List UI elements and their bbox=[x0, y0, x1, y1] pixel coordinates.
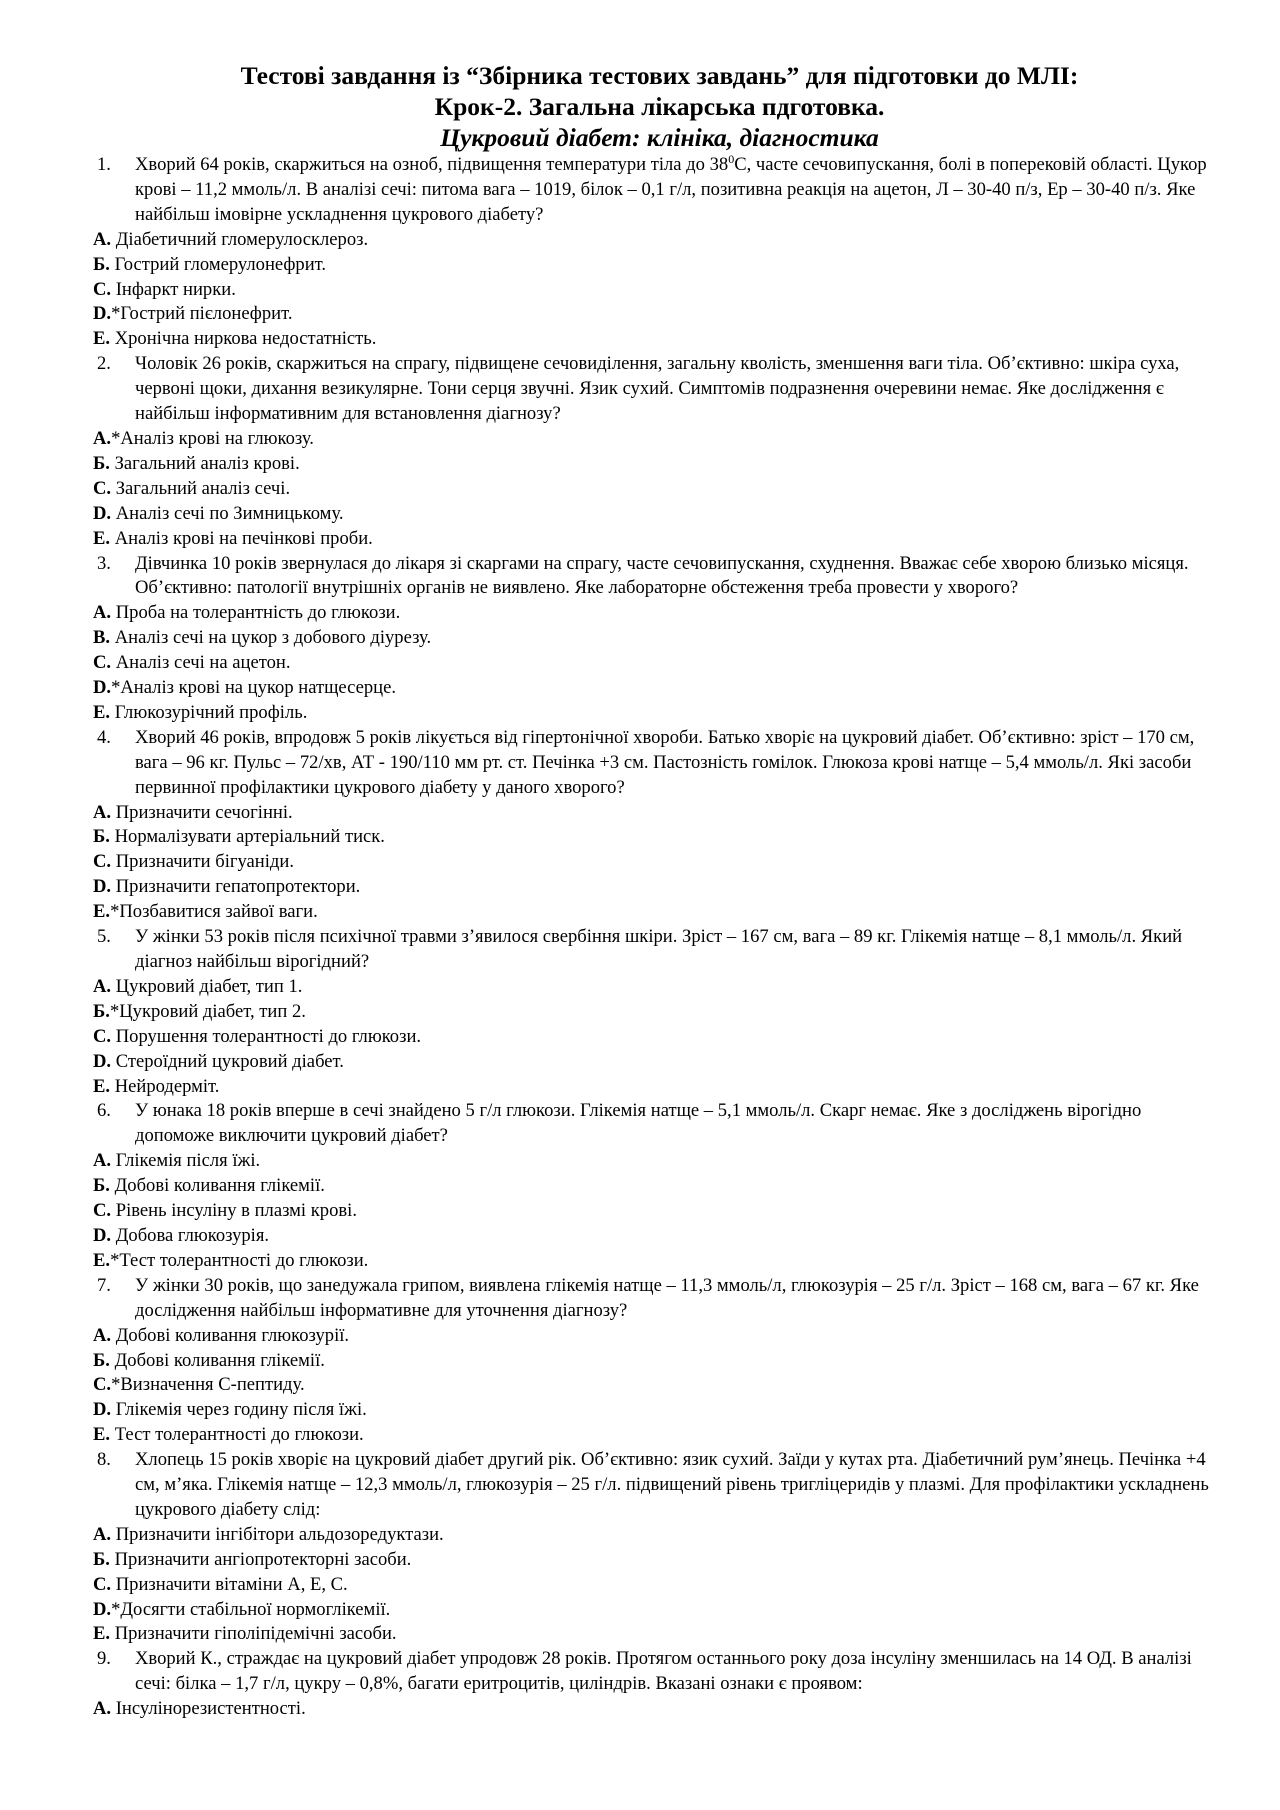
option-letter: Е. bbox=[93, 1623, 111, 1645]
option-text: Інсулінорезистентності. bbox=[111, 1698, 306, 1720]
answer-option bbox=[93, 1149, 1220, 1174]
question-stem bbox=[93, 352, 1220, 427]
answer-option bbox=[93, 1548, 1220, 1573]
option-letter: D. bbox=[93, 1598, 112, 1620]
subtitle: Цукровий діабет: клініка, діагностика bbox=[440, 123, 879, 152]
answer-option bbox=[93, 676, 1220, 701]
option-letter: С. bbox=[93, 477, 112, 499]
question-text: Дівчинка 10 років звернулася до лікаря зі скаргами на спрагу, часте сечовипускання, схуднення. Вважає себе хворою близько місяця. Об’єктивно: патології внутрішніх органів не виявлено. Яке лабораторне обстеження треба провести у хворого? bbox=[135, 552, 1189, 599]
option-text: *Тест толерантності до глюкози. bbox=[110, 1249, 369, 1271]
option-text: Загальний аналіз сечі. bbox=[111, 477, 291, 499]
option-text: Нейродерміт. bbox=[110, 1075, 220, 1097]
answer-option bbox=[93, 427, 1220, 452]
option-letter: Е. bbox=[93, 1249, 111, 1271]
answer-option bbox=[93, 601, 1220, 626]
option-letter: Е. bbox=[93, 901, 111, 923]
option-text: Глікемія після їжі. bbox=[111, 1150, 261, 1172]
answer-option bbox=[93, 1349, 1220, 1374]
answer-option bbox=[93, 278, 1220, 303]
option-text: *Визначення С-пептиду. bbox=[111, 1374, 305, 1396]
option-letter: А. bbox=[93, 1150, 112, 1172]
question-block bbox=[93, 552, 1220, 726]
option-text: Аналіз сечі на ацетон. bbox=[111, 652, 291, 674]
answer-option bbox=[93, 228, 1220, 253]
option-letter: С. bbox=[93, 278, 112, 300]
option-text: *Позбавитися зайвої ваги. bbox=[110, 901, 318, 923]
answer-option bbox=[93, 1174, 1220, 1199]
option-text: Аналіз сечі на цукор з добового діурезу. bbox=[110, 627, 432, 649]
option-text: Загальний аналіз крові. bbox=[109, 452, 300, 474]
answer-option bbox=[93, 850, 1220, 875]
option-text: Добові коливання глікемії. bbox=[109, 1175, 325, 1197]
option-letter: D. bbox=[93, 502, 112, 524]
option-letter: С. bbox=[93, 1573, 112, 1595]
option-letter: Б. bbox=[93, 1175, 110, 1197]
option-text: Призначити бігуаніди. bbox=[111, 851, 294, 873]
option-letter: Б. bbox=[93, 452, 110, 474]
answer-option bbox=[93, 253, 1220, 278]
option-letter: D. bbox=[93, 876, 112, 898]
answer-option bbox=[93, 651, 1220, 676]
question-text: Хворий К., страждає на цукровий діабет упродовж 28 років. Протягом останнього року доза інсуліну зменшилась на 14 ОД. В аналізі сечі: білка – 1,7 г/л, цукру – 0,8%, багати еритроцитів, циліндрів. Вказані ознаки є проявом: bbox=[135, 1648, 1192, 1695]
question-number: 6. bbox=[97, 1100, 111, 1122]
question-stem bbox=[93, 1647, 1220, 1697]
answer-option bbox=[93, 1199, 1220, 1224]
answer-option bbox=[93, 1075, 1220, 1100]
question-number: 3. bbox=[97, 552, 111, 574]
answer-option bbox=[93, 1398, 1220, 1423]
answer-option bbox=[93, 1523, 1220, 1548]
answer-option bbox=[93, 1697, 1220, 1722]
option-text: Добова глюкозурія. bbox=[111, 1224, 270, 1246]
option-letter: Б. bbox=[93, 1349, 110, 1371]
option-text: Порушення толерантності до глюкози. bbox=[111, 1025, 422, 1047]
option-text: Добові коливання глюкозурії. bbox=[111, 1324, 350, 1346]
question-number: 1. bbox=[97, 154, 111, 175]
answer-option bbox=[93, 626, 1220, 651]
option-text: Аналіз сечі по Зимницькому. bbox=[111, 502, 344, 524]
option-letter: А. bbox=[93, 1698, 112, 1720]
question-number: 4. bbox=[97, 726, 111, 748]
question-stem bbox=[93, 153, 1220, 228]
answer-option bbox=[93, 900, 1220, 925]
question-stem bbox=[93, 1274, 1220, 1324]
question-number: 7. bbox=[97, 1274, 111, 1296]
answer-option bbox=[93, 1324, 1220, 1349]
option-letter: Б. bbox=[93, 253, 110, 275]
question-text: У жінки 30 років, що занедужала грипом, виявлена глікемія натще – 11,3 ммоль/л, глюкозурія – 25 г/л. Зріст – 168 см, вага – 67 кг. Яке дослідження найбільш інформативне для уточнення діагнозу? bbox=[135, 1274, 1199, 1321]
answer-option bbox=[93, 1025, 1220, 1050]
question-text: Хворий 64 років, скаржиться на озноб, підвищення температури тіла до $38^0С$, часте сечовипускання, болі в поперековій області. Цукор крові – 11,2 ммоль/л. В аналізі сечі: питома вага – 1019, білок – 0,1 г/л, позитивна реакція на ацетон, Л – 30-40 п/з, Ер – 30-40 п/з. Яке найбільш імовірне ускладнення цукрового діабету? bbox=[135, 151, 1207, 225]
option-letter: D. bbox=[93, 303, 112, 325]
option-text: Призначити гепатопротектори. bbox=[111, 876, 361, 898]
option-letter: С. bbox=[93, 1200, 112, 1222]
answer-option bbox=[93, 502, 1220, 527]
answer-option bbox=[93, 1249, 1220, 1274]
option-text: Хронічна ниркова недостатність. bbox=[110, 328, 377, 350]
question-block bbox=[93, 925, 1220, 1099]
option-text: Проба на толерантність до глюкози. bbox=[111, 602, 401, 624]
document-heading bbox=[99, 60, 1220, 153]
answer-option bbox=[93, 1050, 1220, 1075]
answer-option bbox=[93, 825, 1220, 850]
question-block bbox=[93, 1448, 1220, 1647]
option-letter: С. bbox=[93, 1374, 112, 1396]
option-letter: Е. bbox=[93, 328, 111, 350]
question-text: Хлопець 15 років хворіє на цукровий діабет другий рік. Об’єктивно: язик сухий. Заїди у кутах рта. Діабетичний рум’янець. Печінка +4 см, м’яка. Глікемія натще – 12,3 ммоль/л, глюкозурія – 25 г/л. підвищений рівень тригліцеридів у плазмі. Для профілактики ускладнень цукрового діабету слід: bbox=[135, 1449, 1209, 1520]
title-line-1: Тестові завдання із “Збірника тестових завдань” для підготовки до МЛІ: bbox=[240, 61, 1079, 90]
question-stem bbox=[93, 1099, 1220, 1149]
option-text: Призначити сечогінні. bbox=[111, 801, 293, 823]
answer-option bbox=[93, 327, 1220, 352]
option-letter: Е. bbox=[93, 1424, 111, 1446]
option-letter: D. bbox=[93, 1050, 112, 1072]
option-letter: Б. bbox=[93, 1000, 110, 1022]
option-letter: В. bbox=[93, 627, 111, 649]
question-block bbox=[93, 726, 1220, 925]
option-letter: А. bbox=[93, 427, 112, 449]
option-letter: С. bbox=[93, 1025, 112, 1047]
option-text: *Гострий пієлонефрит. bbox=[111, 303, 293, 325]
answer-option bbox=[93, 875, 1220, 900]
question-block bbox=[93, 1647, 1220, 1722]
question-block bbox=[93, 352, 1220, 551]
answer-option bbox=[93, 527, 1220, 552]
option-letter: Б. bbox=[93, 826, 110, 848]
option-text: Нормалізувати артеріальний тиск. bbox=[109, 826, 385, 848]
question-block bbox=[93, 1099, 1220, 1273]
question-number: 8. bbox=[97, 1449, 111, 1471]
question-text: Чоловік 26 років, скаржиться на спрагу, підвищене сечовиділення, загальну кволість, зменшення ваги тіла. Об’єктивно: шкіра суха, червоні щоки, дихання везикулярне. Тони серця звучні. Язик сухий. Симптомів подразнення очеревини немає. Яке дослідження є найбільш інформативним для встановлення діагнозу? bbox=[135, 353, 1180, 425]
question-text: У юнака 18 років вперше в сечі знайдено 5 г/л глюкози. Глікемія натще – 5,1 ммоль/л. Скарг немає. Яке з досліджень вірогідно допоможе виключити цукровий діабет? bbox=[135, 1100, 1142, 1147]
option-letter: С. bbox=[93, 652, 112, 674]
option-text: Інфаркт нирки. bbox=[111, 278, 236, 300]
answer-option bbox=[93, 701, 1220, 726]
option-text: Діабетичний гломерулосклероз. bbox=[111, 228, 369, 250]
question-stem bbox=[93, 726, 1220, 801]
superscript: 0 bbox=[728, 151, 735, 166]
option-letter: А. bbox=[93, 228, 112, 250]
option-text: Призначити вітаміни А, Е, С. bbox=[111, 1573, 348, 1595]
question-stem bbox=[93, 552, 1220, 602]
question-block bbox=[93, 153, 1220, 352]
title-line-2: Крок-2. Загальна лікарська пдготовка. bbox=[434, 92, 885, 121]
answer-option bbox=[93, 1224, 1220, 1249]
question-number: 9. bbox=[97, 1648, 111, 1670]
answer-option bbox=[93, 1373, 1220, 1398]
option-text: Призначити гіполіпідемічні засоби. bbox=[110, 1623, 397, 1645]
answer-option bbox=[93, 452, 1220, 477]
option-text: Рівень інсуліну в плазмі крові. bbox=[111, 1200, 357, 1222]
question-list bbox=[93, 153, 1220, 1722]
option-letter: А. bbox=[93, 1523, 112, 1545]
option-letter: А. bbox=[93, 801, 112, 823]
option-letter: Е. bbox=[93, 1075, 111, 1097]
option-letter: Е. bbox=[93, 701, 111, 723]
question-text: Хворий 46 років, впродовж 5 років лікується від гіпертонічної хвороби. Батько хворіє на цукровий діабет. Об’єктивно: зріст – 170 см, вага – 96 кг. Пульс – 72/хв, АТ - 190/110 мм рт. ст. Печінка +3 см. Пастозність гомілок. Глюкоза крові натще – 5,4 ммоль/л. Які засоби первинної профілактики цукрового діабету у даного хворого? bbox=[135, 726, 1195, 798]
question-number: 2. bbox=[97, 353, 111, 375]
option-text: Призначити інгібітори альдозоредуктази. bbox=[111, 1523, 444, 1545]
option-letter: Б. bbox=[93, 1548, 110, 1570]
option-text: Призначити ангіопротекторні засоби. bbox=[109, 1548, 412, 1570]
option-text: Глюкозурічний профіль. bbox=[110, 701, 308, 723]
answer-option bbox=[93, 1000, 1220, 1025]
option-text: Гострий гломерулонефрит. bbox=[109, 253, 327, 275]
option-text: Стероїдний цукровий діабет. bbox=[111, 1050, 344, 1072]
option-letter: D. bbox=[93, 1224, 112, 1246]
answer-option bbox=[93, 1573, 1220, 1598]
question-block bbox=[93, 1274, 1220, 1448]
option-text: Тест толерантності до глюкози. bbox=[110, 1424, 364, 1446]
option-text: Аналіз крові на печінкові проби. bbox=[110, 527, 373, 549]
option-letter: А. bbox=[93, 975, 112, 997]
option-text: *Цукровий діабет, тип 2. bbox=[109, 1000, 306, 1022]
answer-option bbox=[93, 477, 1220, 502]
question-number: 5. bbox=[97, 926, 111, 948]
answer-option bbox=[93, 302, 1220, 327]
option-text: *Аналіз крові на глюкозу. bbox=[111, 427, 314, 449]
question-stem bbox=[93, 925, 1220, 975]
option-letter: D. bbox=[93, 677, 112, 699]
option-text: Цукровий діабет, тип 1. bbox=[111, 975, 303, 997]
option-text: Добові коливання глікемії. bbox=[109, 1349, 325, 1371]
option-letter: А. bbox=[93, 1324, 112, 1346]
option-text: *Досягти стабільної нормоглікемії. bbox=[111, 1598, 391, 1620]
option-letter: А. bbox=[93, 602, 112, 624]
option-letter: Е. bbox=[93, 527, 111, 549]
answer-option bbox=[93, 975, 1220, 1000]
option-letter: С. bbox=[93, 851, 112, 873]
answer-option bbox=[93, 801, 1220, 826]
answer-option bbox=[93, 1622, 1220, 1647]
option-letter: D. bbox=[93, 1399, 112, 1421]
option-text: *Аналіз крові на цукор натщесерце. bbox=[111, 677, 397, 699]
answer-option bbox=[93, 1598, 1220, 1623]
option-text: Глікемія через годину після їжі. bbox=[111, 1399, 367, 1421]
answer-option bbox=[93, 1423, 1220, 1448]
question-stem bbox=[93, 1448, 1220, 1523]
question-text: У жінки 53 років після психічної травми з’явилося свербіння шкіри. Зріст – 167 см, вага – 89 кг. Глікемія натще – 8,1 ммоль/л. Який діагноз найбільш вірогідний? bbox=[135, 926, 1183, 972]
